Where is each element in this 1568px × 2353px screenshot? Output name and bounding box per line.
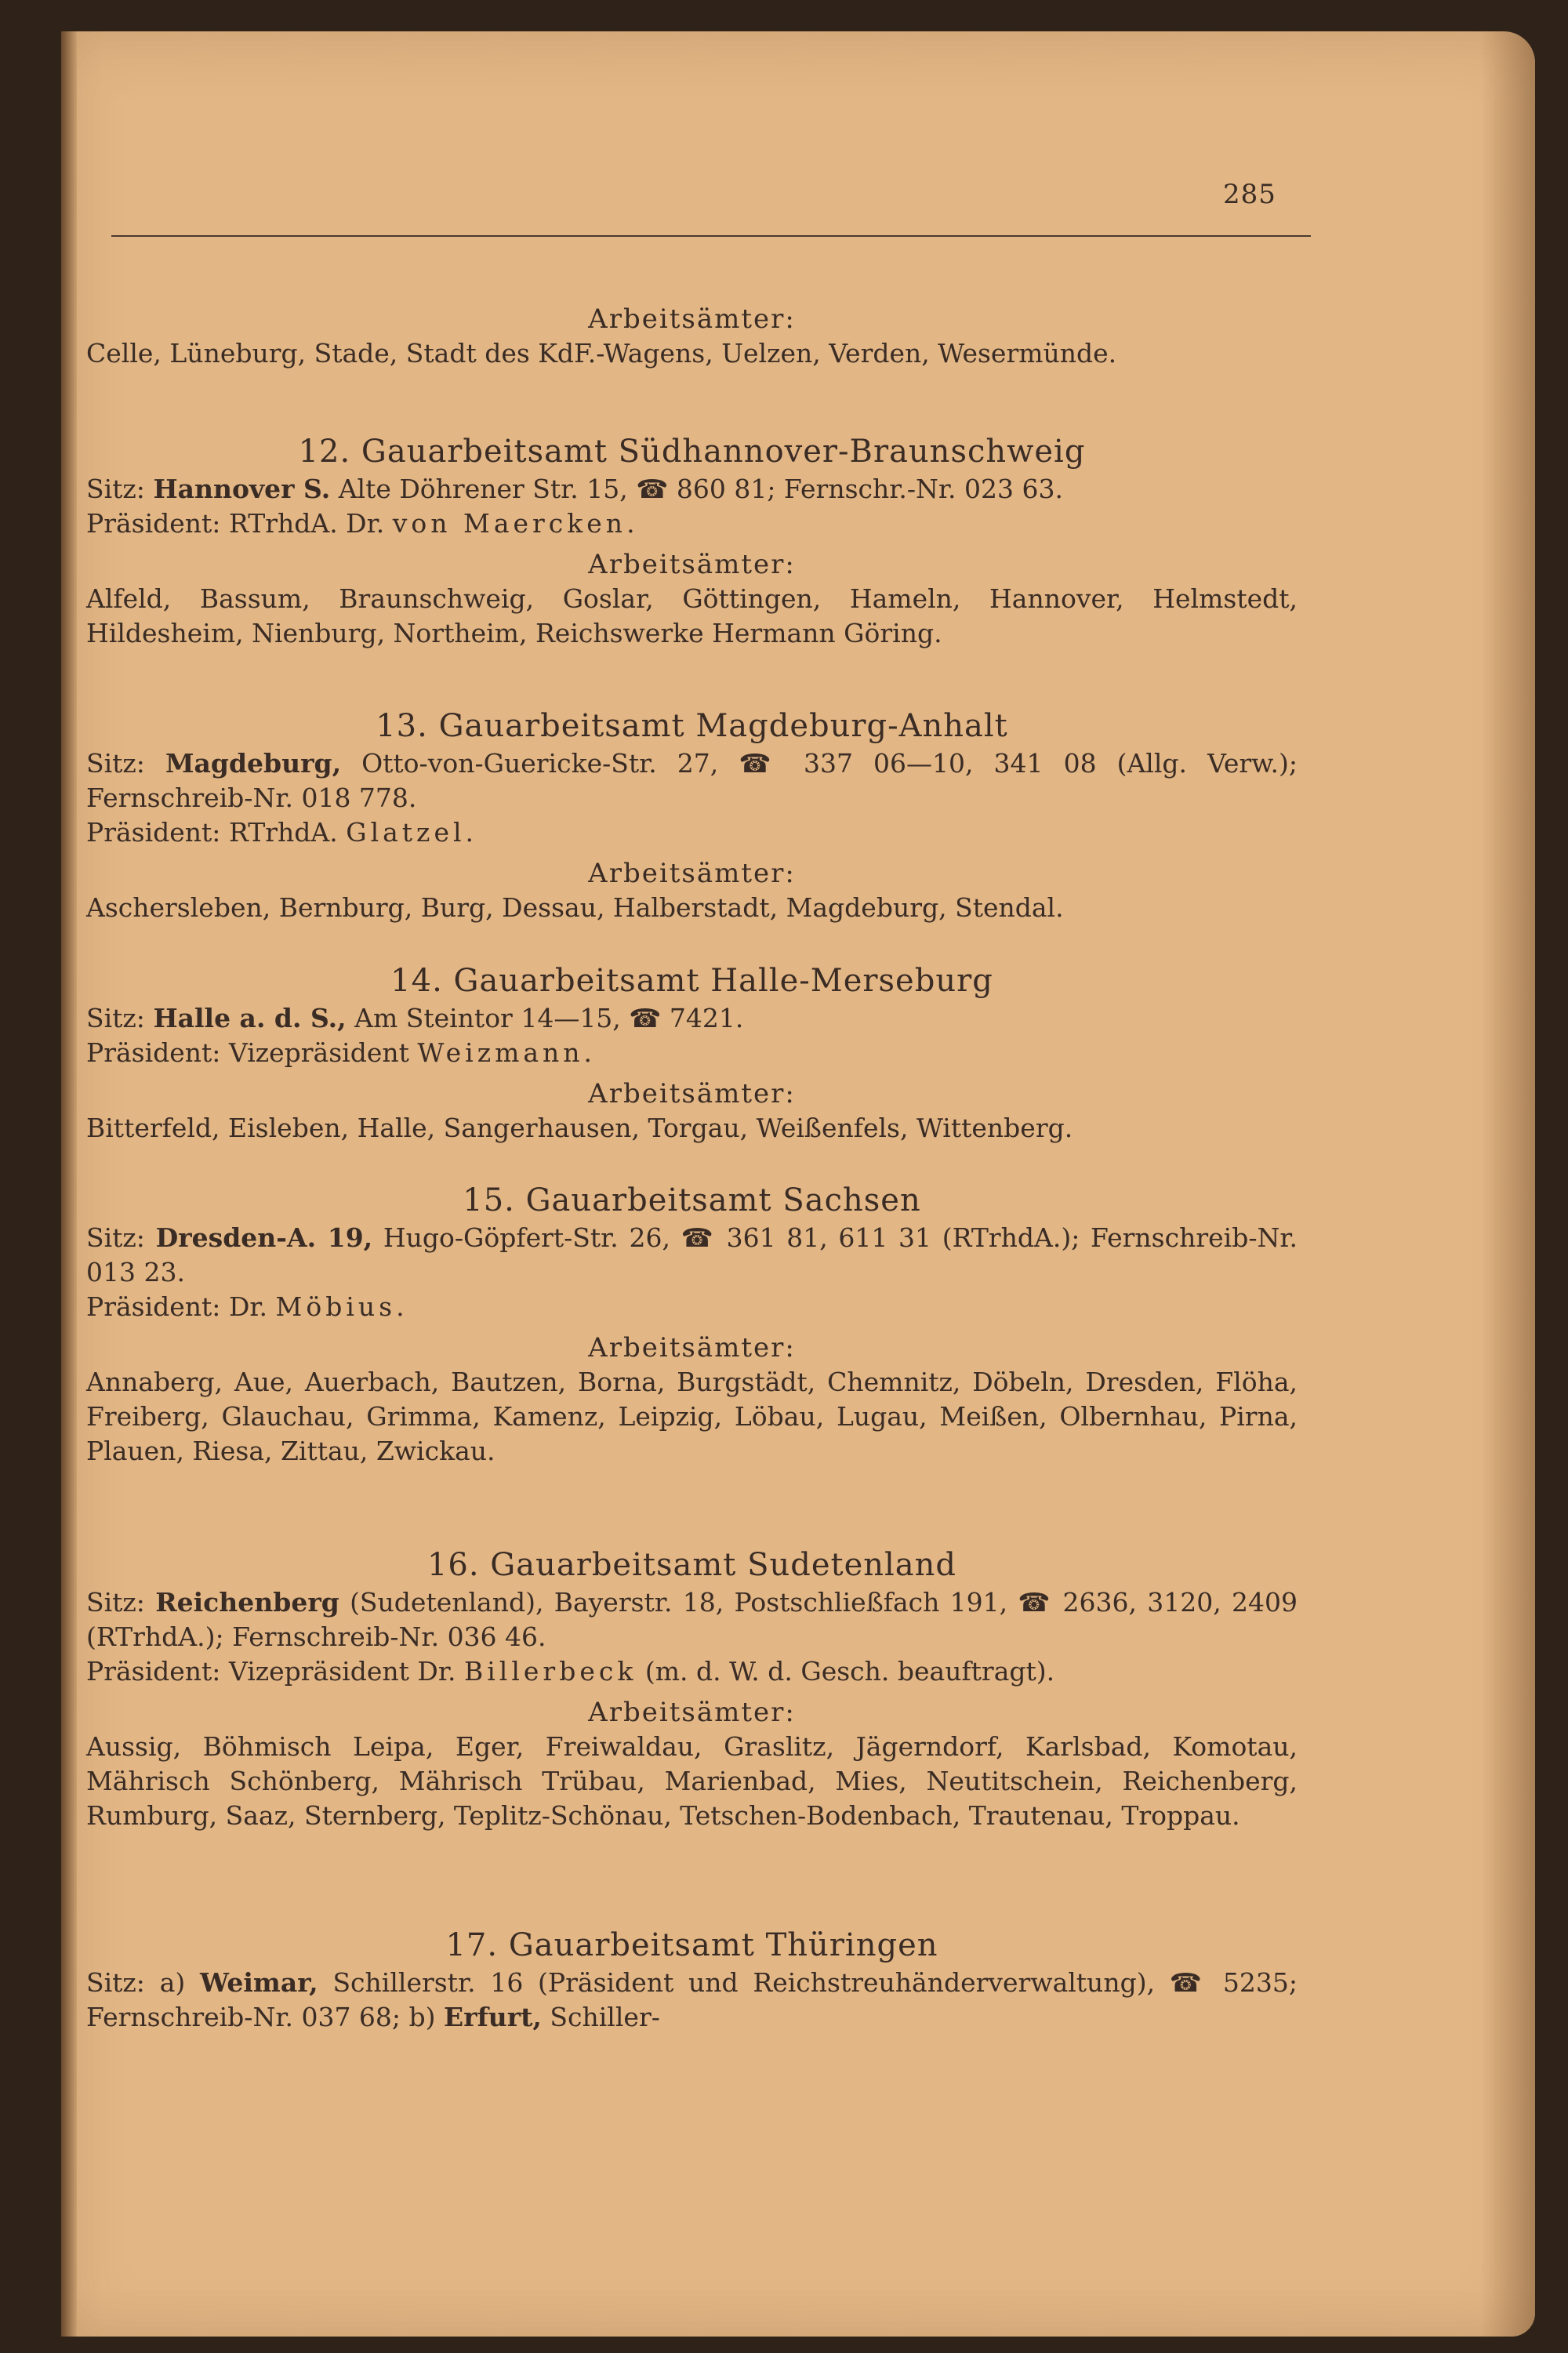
seat-line — [86, 1221, 1298, 1290]
page-number: 285 — [1223, 179, 1276, 210]
president-title: RTrhdA. Dr. — [228, 508, 385, 539]
seat-address: Alte Döhrener Str. 15, ☎ 860 81; Fernschr.-Nr. 023 63. — [338, 474, 1063, 504]
section-17 — [86, 1925, 1298, 2035]
president-label: Präsident: — [86, 1291, 221, 1322]
header-rule — [111, 235, 1311, 237]
president-line — [86, 1654, 1298, 1689]
president-line — [86, 1036, 1298, 1070]
section-15 — [86, 1180, 1298, 1469]
section-title: 14. Gauarbeitsamt Halle-Merseburg — [390, 963, 993, 999]
book-gutter — [61, 31, 77, 2337]
section-title: 13. Gauarbeitsamt Magdeburg-Anhalt — [376, 708, 1008, 744]
seat-line — [86, 1585, 1298, 1654]
president-name: Billerbeck — [463, 1656, 637, 1687]
president-title: Dr. — [228, 1291, 268, 1322]
president-title: Vizepräsident — [228, 1037, 409, 1068]
seat-address: Schillerstr. 16 (Präsident und Reichstreuhänderverwaltung), ☎ 5235; Fernschreib-Nr. 037 68; b) — [86, 1967, 1298, 2032]
president-label: Präsident: — [86, 817, 221, 848]
seat-address: Am Steintor 14—15, ☎ 7421. — [354, 1003, 744, 1033]
president-name: Möbius. — [275, 1291, 408, 1322]
section-title: 16. Gauarbeitsamt Sudetenland — [426, 1547, 957, 1583]
offices-list: Aschersleben, Bernburg, Burg, Dessau, Halberstadt, Magdeburg, Stendal. — [86, 892, 1064, 923]
offices-heading: Arbeitsämter: — [588, 1332, 796, 1364]
president-label: Präsident: — [86, 1656, 221, 1687]
seat-label: Sitz: — [86, 1222, 145, 1253]
seat-place: Weimar, — [200, 1967, 318, 1998]
president-title: Vizepräsident Dr. — [228, 1656, 456, 1687]
president-name: von Maercken. — [392, 508, 639, 539]
seat-label: Sitz: — [86, 1003, 145, 1033]
offices-heading: Arbeitsämter: — [588, 1078, 796, 1109]
seat-continuation: Schiller- — [550, 2002, 660, 2032]
offices-list: Bitterfeld, Eisleben, Halle, Sangerhausen, Torgau, Weißenfels, Wittenberg. — [86, 1113, 1073, 1143]
seat-label: Sitz: — [86, 474, 145, 504]
president-note: (m. d. W. d. Gesch. beauftragt). — [644, 1656, 1055, 1687]
offices-heading: Arbeitsämter: — [588, 858, 796, 889]
section-title: 12. Gauarbeitsamt Südhannover-Braunschweig — [298, 434, 1086, 470]
president-name: Weizmann. — [417, 1037, 597, 1068]
seat-line — [86, 1966, 1298, 2035]
seat-address: Hugo-Göpfert-Str. 26, ☎ 361 81, 611 31 (RTrhdA.); Fernschreib-Nr. 013 23. — [86, 1222, 1298, 1287]
seat-line — [86, 472, 1298, 507]
offices-list: Celle, Lüneburg, Stade, Stadt des KdF.-Wagens, Uelzen, Verden, Wesermünde. — [86, 338, 1117, 369]
offices-list: Aussig, Böhmisch Leipa, Eger, Freiwaldau, Graslitz, Jägerndorf, Karlsbad, Komotau, Mährisch Schönberg, Mährisch Trübau, Marienbad, Mies, Neutitschein, Reichenberg, Rumburg, Saaz, Sternberg, Teplitz-Schönau, Tetschen-Bodenbach, Trautenau, Troppau. — [86, 1731, 1298, 1831]
seat-place: Magdeburg, — [165, 748, 342, 779]
seat-place: Reichenberg — [155, 1587, 339, 1618]
offices-heading: Arbeitsämter: — [588, 1697, 796, 1728]
seat-address: Otto-von-Guericke-Str. 27, ☎ 337 06—10, 341 08 (Allg. Verw.); Fernschreib-Nr. 018 778. — [86, 748, 1298, 813]
president-line — [86, 815, 1298, 850]
president-title: RTrhdA. — [228, 817, 338, 848]
offices-list: Annaberg, Aue, Auerbach, Bautzen, Borna, Burgstädt, Chemnitz, Döbeln, Dresden, Flöha, Freiberg, Glauchau, Grimma, Kamenz, Leipzig, Löbau, Lugau, Meißen, Olbernhau, Pirna, Plauen, Riesa, Zittau, Zwickau. — [86, 1367, 1298, 1466]
seat-label: Sitz: — [86, 748, 145, 779]
section-title: 15. Gauarbeitsamt Sachsen — [463, 1182, 921, 1218]
seat-label: Sitz: — [86, 1587, 145, 1618]
section-14 — [86, 960, 1298, 1146]
president-label: Präsident: — [86, 508, 221, 539]
section-13 — [86, 706, 1298, 925]
offices-list: Alfeld, Bassum, Braunschweig, Goslar, Göttingen, Hameln, Hannover, Helmstedt, Hildesheim, Nienburg, Northeim, Reichswerke Hermann Göring. — [86, 583, 1298, 648]
seat-marker-a: a) — [159, 1967, 186, 1998]
president-line — [86, 1290, 1298, 1324]
section-title: 17. Gauarbeitsamt Thüringen — [445, 1927, 938, 1963]
seat-address: (Sudetenland), Bayerstr. 18, Postschließfach 191, ☎ 2636, 3120, 2409 (RTrhdA.); Fernschreib-Nr. 036 46. — [86, 1587, 1298, 1652]
president-label: Präsident: — [86, 1037, 221, 1068]
seat-place: Dresden-A. 19, — [155, 1222, 373, 1253]
seat-place-b: Erfurt, — [444, 2002, 542, 2032]
section-12 — [86, 431, 1298, 651]
seat-place: Hannover S. — [153, 474, 331, 504]
seat-line — [86, 746, 1298, 815]
president-line — [86, 507, 1298, 541]
offices-heading: Arbeitsämter: — [588, 303, 796, 335]
seat-line — [86, 1001, 1298, 1036]
section-16 — [86, 1545, 1298, 1833]
seat-label: Sitz: — [86, 1967, 145, 1998]
continued-offices-block — [86, 302, 1298, 371]
seat-place: Halle a. d. S., — [153, 1003, 347, 1033]
offices-heading: Arbeitsämter: — [588, 549, 796, 580]
president-name: Glatzel. — [346, 817, 478, 848]
